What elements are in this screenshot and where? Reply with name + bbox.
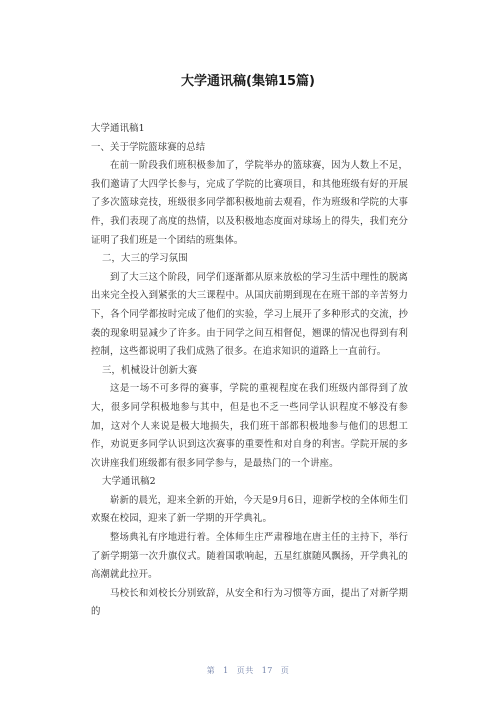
section-heading-2: 大学通讯稿2 — [102, 476, 156, 488]
footer-middle: 页共 — [236, 666, 254, 675]
footer-current-page: 1 — [223, 666, 229, 675]
footer-suffix: 页 — [280, 666, 290, 675]
page-footer — [0, 666, 496, 676]
document-body — [91, 120, 408, 622]
document-title: 大学通讯稿(集锦15篇) — [181, 74, 315, 89]
subsection-heading-1: 一、关于学院篮球赛的总结 — [91, 141, 206, 153]
body-paragraph-6: 马校长和刘校长分别致辞，从安全和行为习惯等方面，提出了对新学期的 — [91, 587, 408, 618]
footer-total-pages: 17 — [261, 666, 273, 675]
body-paragraph-3: 这是一场不可多得的赛事，学院的重视程度在我们班级内部得到了放大，很多同学积极地参与其中，但是也不乏一些同学认识程度不够没有参加，这对个人来说是极大地损失，我们班干部都积极地参与他们的思想工作，劝说更多同学认识到这次赛事的重要性和对自身的利害。学院开展的多次讲座我们班级都有很多同学参与，是最热门的一个讲座。 — [91, 383, 408, 469]
section-heading-1: 大学通讯稿1 — [91, 123, 145, 134]
subsection-heading-3: 三，机械设计创新大赛 — [102, 364, 198, 376]
body-paragraph-4: 崭新的晨光，迎来全新的开始，今天是9月6日，迎新学校的全体师生们欢聚在校园，迎来了新一学期的开学典礼。 — [91, 494, 408, 525]
subsection-heading-2: 二，大三的学习氛围 — [102, 253, 188, 265]
footer-prefix: 第 — [206, 666, 216, 675]
body-paragraph-2: 到了大三这个阶段，同学们逐渐都从原来放松的学习生活中理性的脱离出来完全投入到紧张的大三课程中。从国庆前期到现在在班干部的辛苦努力下，各个同学都按时完成了他们的实验，学习上展开了多种形式的交流，抄袭的现象明显减少了许多。由于同学之间互相督促，翘课的情况也得到有利控制，这些都说明了我们成熟了很多。在追求知识的道路上一直前行。 — [91, 271, 408, 358]
body-paragraph-5: 整场典礼有序地进行着。全体师生庄严肃穆地在唐主任的主持下，举行了新学期第一次升旗仪式。随着国歌响起，五星红旗随风飘扬，开学典礼的高潮就此拉开。 — [91, 532, 408, 581]
body-paragraph-1: 在前一阶段我们班积极参加了，学院举办的篮球赛，因为人数上不足，我们邀请了大四学长参与，完成了学院的比赛项目，和其他班级有好的开展了多次篮球竞技，班级很多同学都积极地前去观看，作为班级和学院的大事件，我们表现了高度的热情，以及积极地态度面对球场上的得失，我们充分证明了我们班是一个团结的班集体。 — [91, 160, 408, 246]
